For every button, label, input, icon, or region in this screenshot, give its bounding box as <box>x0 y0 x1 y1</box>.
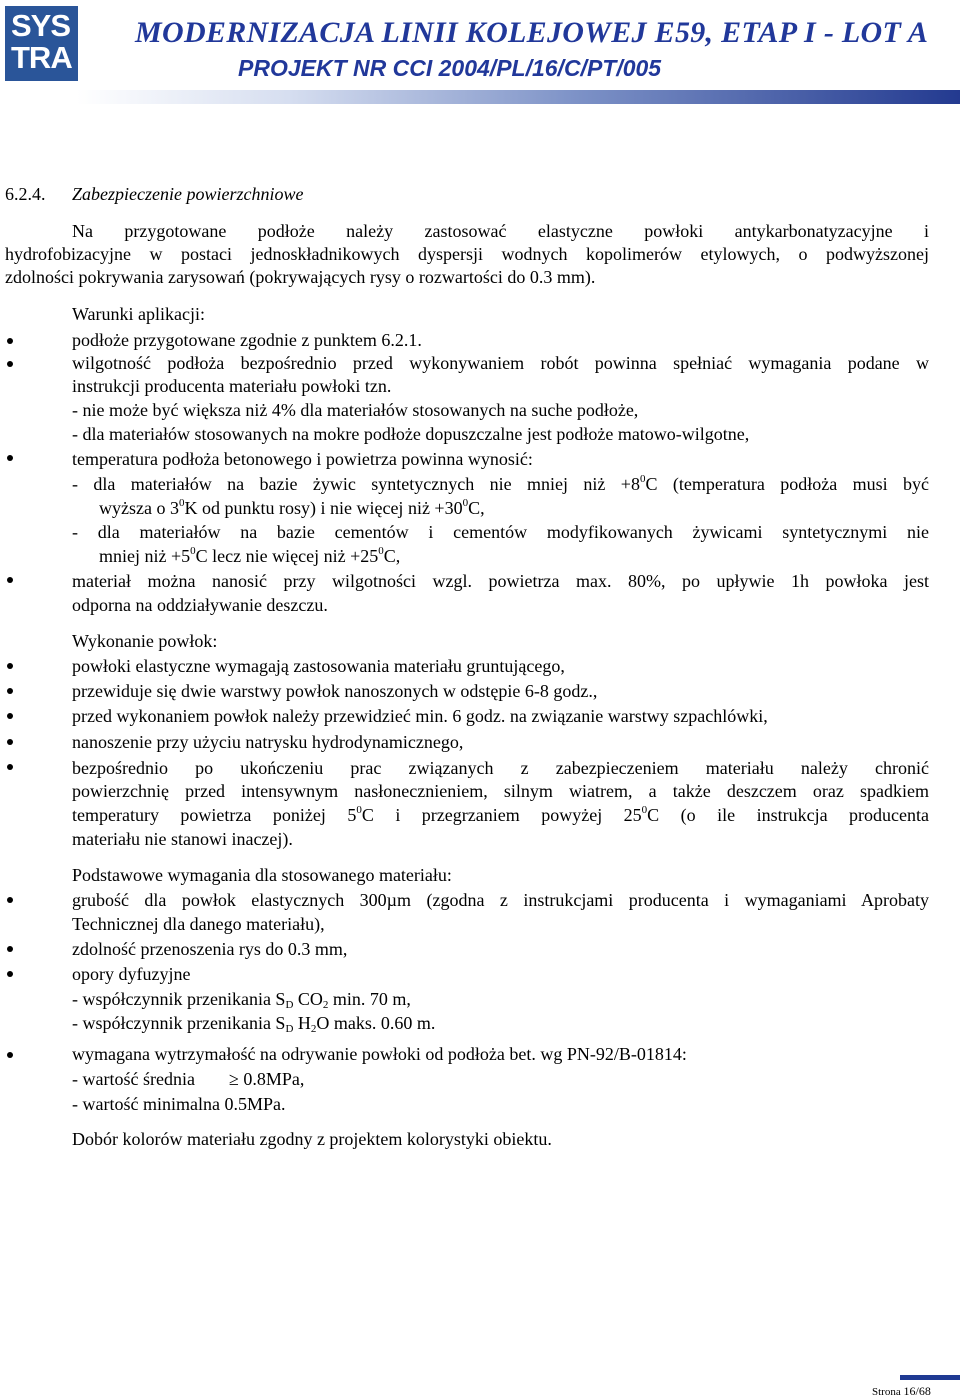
intro-line-3: zdolności pokrywania zarysowań (pokrywających rysy o rozwartości do 0.3 mm). <box>5 267 596 287</box>
intro-line-1: Na przygotowane podłoże należy zastosować elastyczne powłoki antykarbonatyzacyjne i <box>72 221 929 241</box>
execution-item-5-line-1: bezpośrednio po ukończeniu prac związanych z zabezpieczeniem materiału należy chronić <box>72 758 929 778</box>
requirements-dash-4: - wartość minimalna 0.5MPa. <box>72 1094 286 1114</box>
logo-text-top: SYS <box>11 8 71 43</box>
conditions-item-1: podłoże przygotowane zgodnie z punktem 6.2.1. <box>72 330 422 350</box>
bullet-icon <box>7 577 13 583</box>
page-label: Strona <box>872 1386 904 1398</box>
bullet-icon <box>7 338 13 344</box>
page-header <box>0 0 960 112</box>
execution-item-1: powłoki elastyczne wymagają zastosowania materiału gruntującego, <box>72 656 565 676</box>
execution-item-3: przed wykonaniem powłok należy przewidzieć min. 6 godz. na związanie warstwy szpachlówki, <box>72 706 768 726</box>
document-title: MODERNIZACJA LINII KOLEJOWEJ E59, ETAP I - LOT A <box>135 16 929 49</box>
conditions-item-4-line-2: odporna na oddziaływanie deszczu. <box>72 595 328 615</box>
execution-item-4: nanoszenie przy użyciu natrysku hydrodynamicznego, <box>72 732 464 752</box>
bullet-icon <box>7 663 13 669</box>
logo-text-bottom: TRA <box>11 40 72 75</box>
systra-logo <box>5 6 78 81</box>
requirements-item-2: zdolność przenoszenia rys do 0.3 mm, <box>72 939 348 959</box>
execution-item-5-line-3: temperatury powietrza poniżej $5^0C$ i przegrzaniem powyżej $25^0C$ (o ile instrukcja producenta <box>72 804 930 825</box>
section-title: Zabezpieczenie powierzchniowe <box>72 184 304 204</box>
footer-bar <box>900 1375 960 1380</box>
conditions-dash-3-line-1: - dla materiałów na bazie żywic syntetycznych nie mniej niż $+8^0C$ (temperatura podłoża musi być <box>72 473 929 494</box>
requirements-item-4: wymagana wytrzymałość na odrywanie powłoki od podłoża bet. wg PN-92/B-01814: <box>72 1044 687 1064</box>
conditions-dash-4-line-2: mniej niż $+5^0C$ lecz nie więcej niż $+25^0C$, <box>99 545 401 566</box>
closing-paragraph: Dobór kolorów materiału zgodny z projektem kolorystyki obiektu. <box>72 1129 552 1149</box>
conditions-heading: Warunki aplikacji: <box>72 304 206 324</box>
page-footer <box>872 1384 931 1399</box>
bullet-icon <box>7 764 13 770</box>
bullet-icon <box>7 361 13 367</box>
requirements-item-1-line-1: grubość dla powłok elastycznych 300µm (zgodna z instrukcjami producenta i wymaganiami Aprobaty <box>72 890 929 910</box>
conditions-item-2-line-1: wilgotność podłoża bezpośrednio przed wykonywaniem robót powinna spełniać wymagania podane w <box>72 353 929 373</box>
requirements-dash-3: - wartość średnia ≥ 0.8MPa, <box>72 1069 305 1089</box>
execution-item-5-line-4: materiału nie stanowi inaczej). <box>72 829 293 849</box>
header-gradient-bar <box>0 90 960 104</box>
execution-item-5-line-2: powierzchnię przed intensywnym nasłonecznieniem, silnym wiatrem, a także deszczem oraz spadkiem <box>72 781 929 801</box>
bullet-icon <box>7 946 13 952</box>
bullet-icon <box>7 739 13 745</box>
execution-heading: Wykonanie powłok: <box>72 631 218 651</box>
execution-item-2: przewiduje się dwie warstwy powłok nanoszonych w odstępie 6-8 godz., <box>72 681 598 701</box>
requirements-dash-2: - współczynnik przenikania $S_D$ $H_2O$ maks. 0.60 m. <box>72 1013 436 1035</box>
requirements-dash-1: - współczynnik przenikania $S_D$ $CO_2$ min. 70 m, <box>72 989 411 1011</box>
page-number: 16/68 <box>903 1384 931 1398</box>
bullet-icon <box>7 971 13 977</box>
bullet-icon <box>7 713 13 719</box>
requirements-item-1-line-2: Technicznej dla danego materiału), <box>72 914 325 934</box>
conditions-dash-4-line-1: - dla materiałów na bazie cementów i cementów modyfikowanych żywicami syntetycznymi nie <box>72 522 929 542</box>
conditions-dash-2: - dla materiałów stosowanych na mokre podłoże dopuszczalne jest podłoże matowo-wilgotne, <box>72 424 750 444</box>
conditions-item-3: temperatura podłoża betonowego i powietrza powinna wynosić: <box>72 449 533 469</box>
conditions-item-4-line-1: materiał można nanosić przy wilgotności wzgl. powietrza max. 80%, po upływie 1h powłoka jest <box>72 571 929 591</box>
conditions-dash-1: - nie może być większa niż 4% dla materiałów stosowanych na suche podłoże, <box>72 400 639 420</box>
requirements-item-3: opory dyfuzyjne <box>72 964 191 984</box>
bullet-icon <box>7 688 13 694</box>
conditions-item-2-line-2: instrukcji producenta materiału powłoki tzn. <box>72 376 392 396</box>
requirements-heading: Podstawowe wymagania dla stosowanego materiału: <box>72 865 452 885</box>
bullet-icon <box>7 455 13 461</box>
bullet-icon <box>7 1052 13 1058</box>
intro-line-2: hydrofobizacyjne w postaci jednoskładnikowych dyspersji wodnych kopolimerów etylowych, o podwyższonej <box>5 244 929 264</box>
project-number: PROJEKT NR CCI 2004/PL/16/C/PT/005 <box>238 55 662 81</box>
section-number: 6.2.4. <box>5 184 46 204</box>
bullet-icon <box>7 897 13 903</box>
conditions-dash-3-line-2: wyższa o $3^0K$ od punktu rosy) i nie więcej niż $+30^0C$, <box>99 497 485 518</box>
